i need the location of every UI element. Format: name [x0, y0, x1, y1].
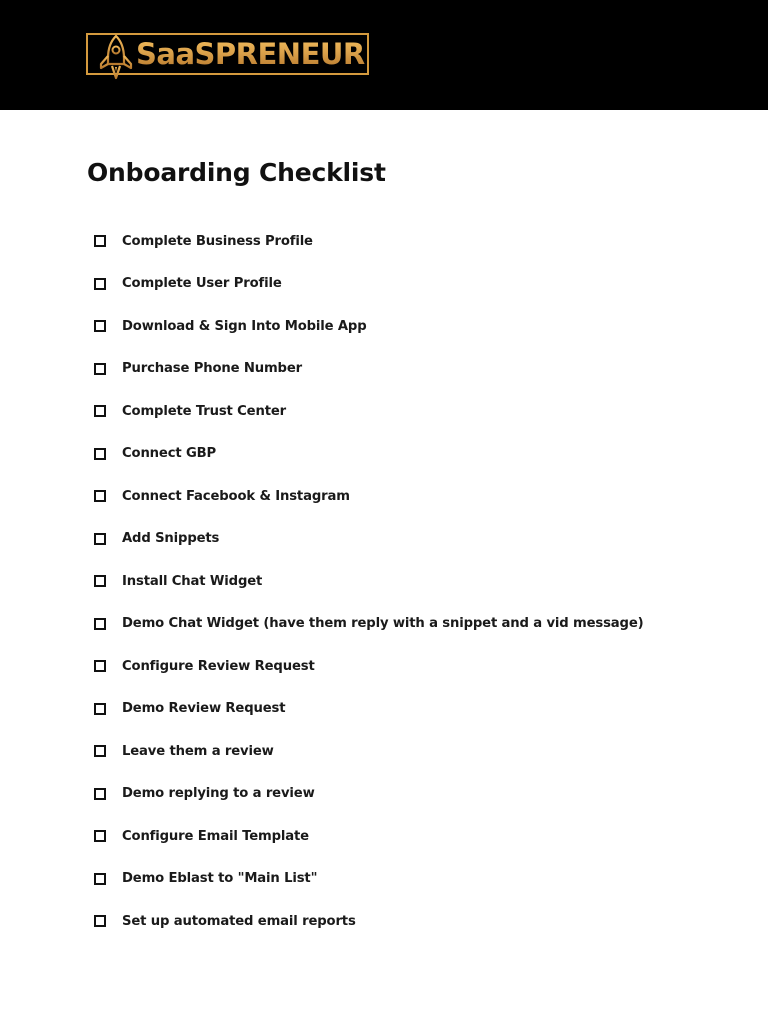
checkbox-icon[interactable]	[94, 235, 106, 247]
checkbox-icon[interactable]	[94, 873, 106, 885]
checklist-item-label: Download & Sign Into Mobile App	[122, 318, 367, 334]
checklist-item-label: Leave them a review	[122, 743, 274, 759]
checklist-item-label: Connect GBP	[122, 446, 217, 461]
rocket-icon	[96, 34, 136, 80]
checklist-item-label: Demo Review Request	[122, 701, 286, 716]
checklist-item-label: Demo replying to a review	[122, 786, 315, 801]
checkbox-icon[interactable]	[94, 618, 106, 630]
checkbox-icon[interactable]	[94, 278, 106, 290]
page-title: Onboarding Checklist	[87, 158, 386, 187]
checklist-item[interactable]	[94, 401, 286, 421]
checklist-item-label: Purchase Phone Number	[122, 361, 302, 376]
checklist-item[interactable]	[94, 359, 302, 379]
checkbox-icon[interactable]	[94, 575, 106, 587]
checklist-item[interactable]	[94, 699, 285, 719]
checklist-item-label: Complete Business Profile	[122, 233, 313, 249]
checkbox-icon[interactable]	[94, 405, 106, 417]
checklist-item-label: Set up automated email reports	[122, 913, 356, 929]
checklist-item[interactable]	[94, 444, 216, 464]
checklist-item[interactable]	[94, 571, 262, 591]
header-bar	[0, 0, 768, 110]
checkbox-icon[interactable]	[94, 533, 106, 545]
checkbox-icon[interactable]	[94, 490, 106, 502]
checkbox-icon[interactable]	[94, 703, 106, 715]
checkbox-icon[interactable]	[94, 448, 106, 460]
checklist-item[interactable]	[94, 231, 313, 251]
checklist-item[interactable]	[94, 826, 309, 846]
checkbox-icon[interactable]	[94, 363, 106, 375]
checklist-item[interactable]	[94, 614, 644, 634]
checklist-item-label: Connect Facebook & Instagram	[122, 488, 350, 504]
checklist-item-label: Configure Review Request	[122, 658, 315, 674]
checklist-item[interactable]	[94, 869, 317, 889]
checkbox-icon[interactable]	[94, 660, 106, 672]
checkbox-icon[interactable]	[94, 320, 106, 332]
checklist-item[interactable]	[94, 911, 356, 931]
checklist-item[interactable]	[94, 784, 315, 804]
checklist-item[interactable]	[94, 529, 219, 549]
checklist-item-label: Demo Chat Widget (have them reply with a snippet and a vid message)	[122, 616, 644, 631]
checklist-item[interactable]	[94, 274, 282, 294]
checklist-item-label: Configure Email Template	[122, 828, 309, 844]
checklist-item-label: Complete Trust Center	[122, 403, 287, 419]
checklist-item[interactable]	[94, 741, 274, 761]
checkbox-icon[interactable]	[94, 745, 106, 757]
logo-text: SaaSPRENEUR	[136, 36, 365, 71]
checklist-item[interactable]	[94, 316, 367, 336]
checklist-item-label: Demo Eblast to "Main List"	[122, 871, 318, 886]
logo	[86, 33, 369, 75]
checklist-item[interactable]	[94, 656, 315, 676]
checklist-item-label: Install Chat Widget	[122, 573, 263, 589]
checklist-item-label: Add Snippets	[122, 531, 220, 546]
checkbox-icon[interactable]	[94, 788, 106, 800]
checkbox-icon[interactable]	[94, 915, 106, 927]
checklist-item[interactable]	[94, 486, 350, 506]
checkbox-icon[interactable]	[94, 830, 106, 842]
checklist-item-label: Complete User Profile	[122, 276, 282, 291]
